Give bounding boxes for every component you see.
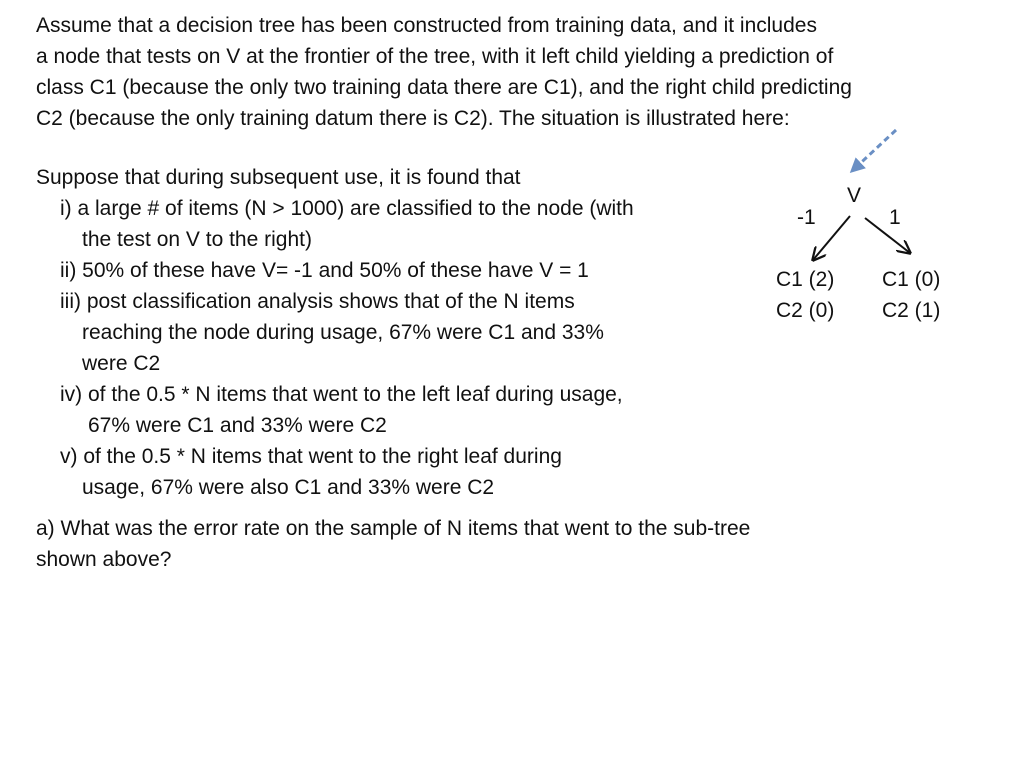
right-leaf-c1: C1 (0) [882,268,941,291]
intro-line: Assume that a decision tree has been constructed from training data, and it includes [36,14,817,37]
intro-line: C2 (because the only training datum there is C2). The situation is illustrated here: [36,107,790,130]
scenario-item-iii-cont: reaching the node during usage, 67% were C1 and 33% [82,321,604,344]
scenario-item-i-cont: the test on V to the right) [82,228,312,251]
left-branch-edge [813,216,850,260]
scenario-item-v: v) of the 0.5 * N items that went to the right leaf during [60,445,562,468]
scenario-lead: Suppose that during subsequent use, it is found that [36,166,521,189]
intro-line: a node that tests on V at the frontier of the tree, with it left child yielding a prediction of [36,45,834,68]
right-branch-label: 1 [889,206,901,229]
left-leaf-c2: C2 (0) [776,299,835,322]
left-leaf-c1: C1 (2) [776,268,835,291]
scenario-item-iv: iv) of the 0.5 * N items that went to the left leaf during usage, [60,383,623,406]
tree-node-label: V [847,184,862,207]
question-line: a) What was the error rate on the sample of N items that went to the sub-tree [36,517,751,540]
question-line: shown above? [36,548,172,571]
incoming-dashed-arrow [852,130,896,171]
scenario-item-ii: ii) 50% of these have V= -1 and 50% of these have V = 1 [60,259,589,282]
scenario-item-v-cont: usage, 67% were also C1 and 33% were C2 [82,476,495,499]
left-branch-label: -1 [797,206,816,229]
scenario-item-iv-cont: 67% were C1 and 33% were C2 [88,414,387,437]
right-leaf-c2: C2 (1) [882,299,941,322]
scenario-item-iii-cont2: were C2 [82,352,161,375]
scenario-item-iii: iii) post classification analysis shows that of the N items [60,290,575,313]
scenario-item-i: i) a large # of items (N > 1000) are classified to the node (with [60,197,634,220]
right-branch-edge [865,218,910,253]
intro-line: class C1 (because the only two training data there are C1), and the right child predicting [36,76,852,99]
